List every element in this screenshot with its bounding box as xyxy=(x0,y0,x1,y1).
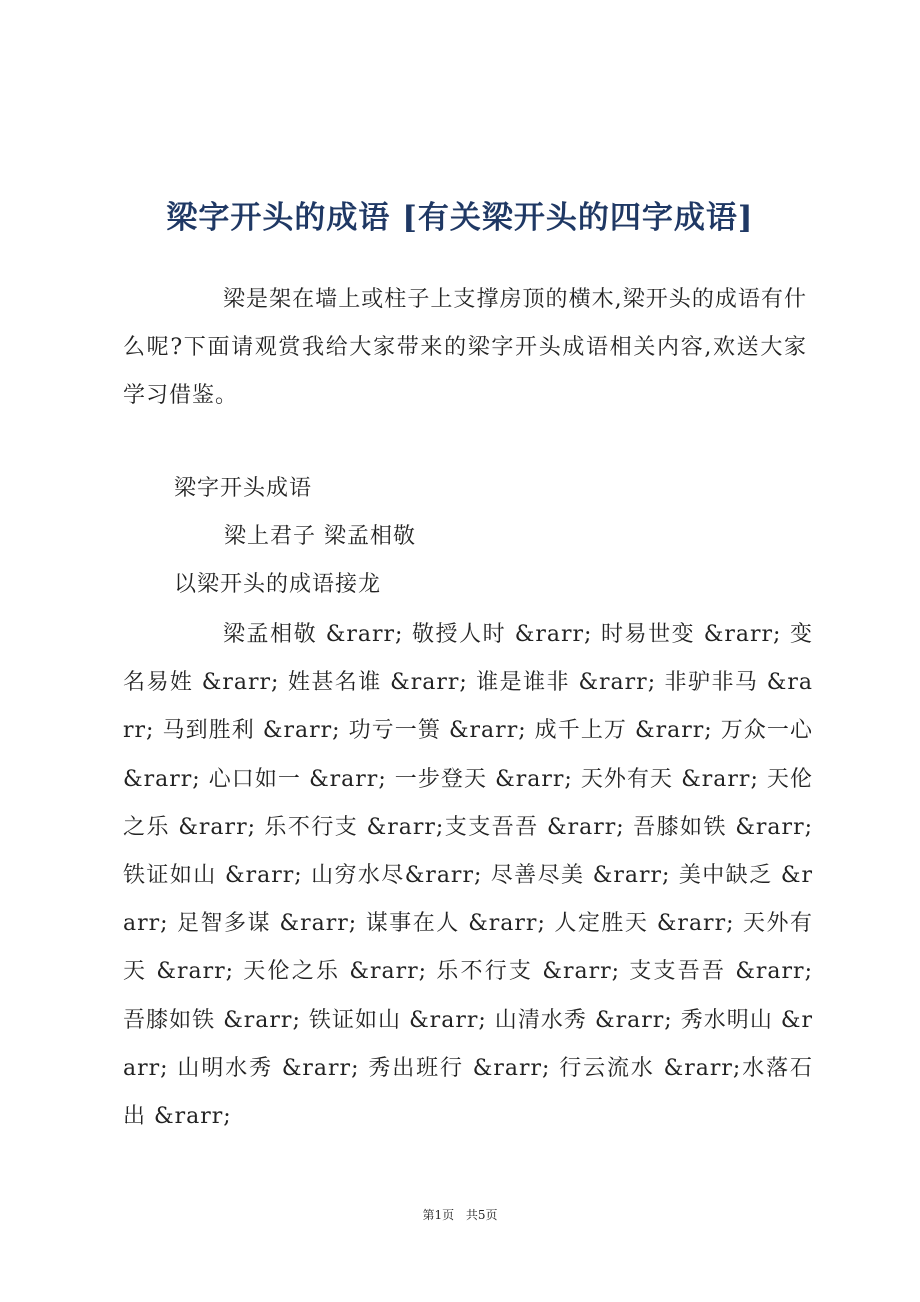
intro-paragraph: 梁是架在墙上或柱子上支撑房顶的横木,梁开头的成语有什么呢?下面请观赏我给大家带来的梁字开头成语相关内容,欢送大家学习借鉴。 xyxy=(123,287,807,408)
idiom-chain-paragraph: 梁孟相敬 &rarr; 敬授人时 &rarr; 时易世变 &rarr; 变名易姓 &rarr; 姓甚名谁 &rarr; 谁是谁非 &rarr; 非驴非马 &rarr; 马到胜利 &rarr; 功亏一篑 &rarr; 成千上万 &rarr; 万众一心 &rarr; 心口如一 &rarr; 一步登天 &rarr; 天外有天 &rarr; 天伦之乐 &rarr; 乐不行支 &rarr;支支吾吾 &rarr; 吾膝如铁 &rarr; 铁证如山 &rarr; 山穷水尽&rarr; 尽善尽美 &rarr; 美中缺乏 &rarr; 足智多谋 &rarr; 谋事在人 &rarr; 人定胜天 &rarr; 天外有天 &rarr; 天伦之乐 &rarr; 乐不行支 &rarr; 支支吾吾 &rarr; 吾膝如铁 &rarr; 铁证如山 &rarr; 山清水秀 &rarr; 秀水明山 &rarr; 山明水秀 &rarr; 秀出班行 &rarr; 行云流水 &rarr;水落石出 &rarr; xyxy=(123,622,813,1130)
section-heading-chain: 以梁开头的成语接龙 xyxy=(174,572,382,597)
page-number: 第1页 xyxy=(422,1208,455,1222)
section-heading-idioms: 梁字开头成语 xyxy=(174,476,313,501)
document-title: 梁字开头的成语 [有关梁开头的四字成语] xyxy=(166,200,754,236)
page-footer xyxy=(0,1206,920,1223)
idiom-list: 梁上君子 梁孟相敬 xyxy=(224,524,416,549)
page-total: 共5页 xyxy=(465,1208,498,1222)
